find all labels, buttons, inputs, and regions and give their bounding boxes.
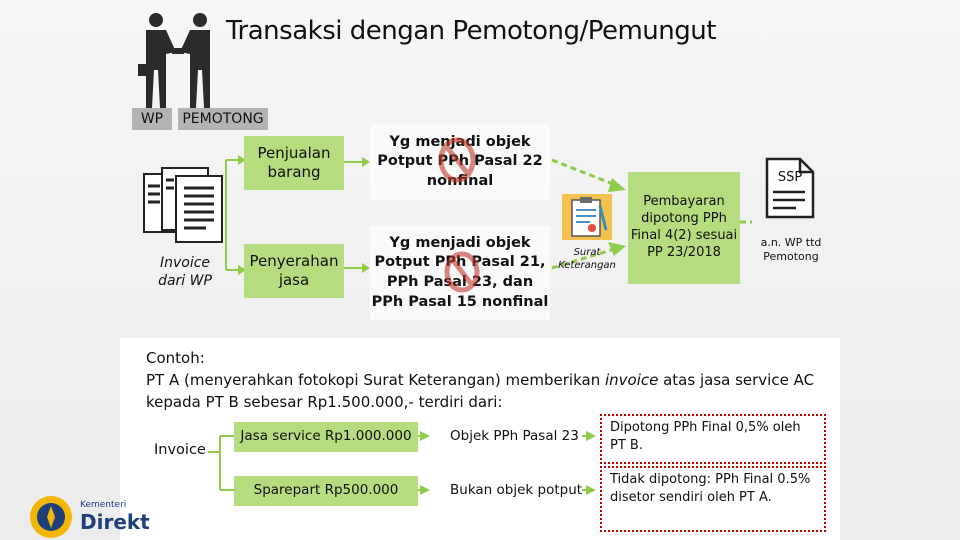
clipboard-icon <box>562 194 612 240</box>
contoh-line1-italic: invoice <box>604 371 659 389</box>
penyerahan-jasa-box: Penyerahan jasa <box>244 244 344 298</box>
contoh-line2: kepada PT B sebesar Rp1.500.000,- terdiri dari: <box>146 393 503 411</box>
surat-keterangan-caption: Surat Keterangan <box>558 247 616 271</box>
logo-text-line1: Kementeri <box>80 500 127 510</box>
bukan-objek-text: Bukan objek potput <box>450 482 583 498</box>
contoh-line1-prefix: PT A (menyerahkan fotokopi Surat Keterangan) memberikan <box>146 371 605 389</box>
wp-label: WP <box>132 108 172 130</box>
result-dipotong-box: Dipotong PPh Final 0,5% oleh PT B. <box>600 414 826 464</box>
ministry-logo-icon <box>28 494 74 540</box>
invoice-caption: Invoice dari WP <box>158 255 212 290</box>
objek-pph22-box: Yg menjadi objek Potput PPh Pasal 22 nonfinal <box>370 124 550 200</box>
contoh-heading: Contoh: <box>146 349 205 367</box>
page-title: Transaksi dengan Pemotong/Pemungut <box>226 16 716 46</box>
ssp-icon-text: SSP <box>777 170 803 185</box>
sparepart-box: Sparepart Rp500.000 <box>234 476 418 506</box>
ssp-caption: a.n. WP ttd Pemotong <box>760 236 822 264</box>
objek-pph23-text: Objek PPh Pasal 23 <box>450 428 579 444</box>
result-tidak-dipotong-box: Tidak dipotong: PPh Final 0.5% disetor sendiri oleh PT A. <box>600 466 826 532</box>
pemotong-label: PEMOTONG <box>178 108 268 130</box>
jasa-service-box: Jasa service Rp1.000.000 <box>234 422 418 452</box>
contoh-line1-suffix: atas jasa service AC <box>658 371 815 389</box>
penjualan-barang-box: Penjualan barang <box>244 136 344 190</box>
logo-text-line2: Direkt <box>80 510 150 534</box>
contoh-line1 <box>146 370 814 390</box>
prohibit-icon <box>436 136 478 184</box>
objek-pph21-box: Yg menjadi objek Potput PPh Pasal 21, PPh Pasal 23, dan PPh Pasal 15 nonfinal <box>370 226 550 320</box>
ssp-document-icon <box>764 156 816 220</box>
pembayaran-box: Pembayaran dipotong PPh Final 4(2) sesuai PP 23/2018 <box>628 172 740 284</box>
invoice-label: Invoice <box>154 442 206 458</box>
prohibit-icon <box>442 250 482 294</box>
